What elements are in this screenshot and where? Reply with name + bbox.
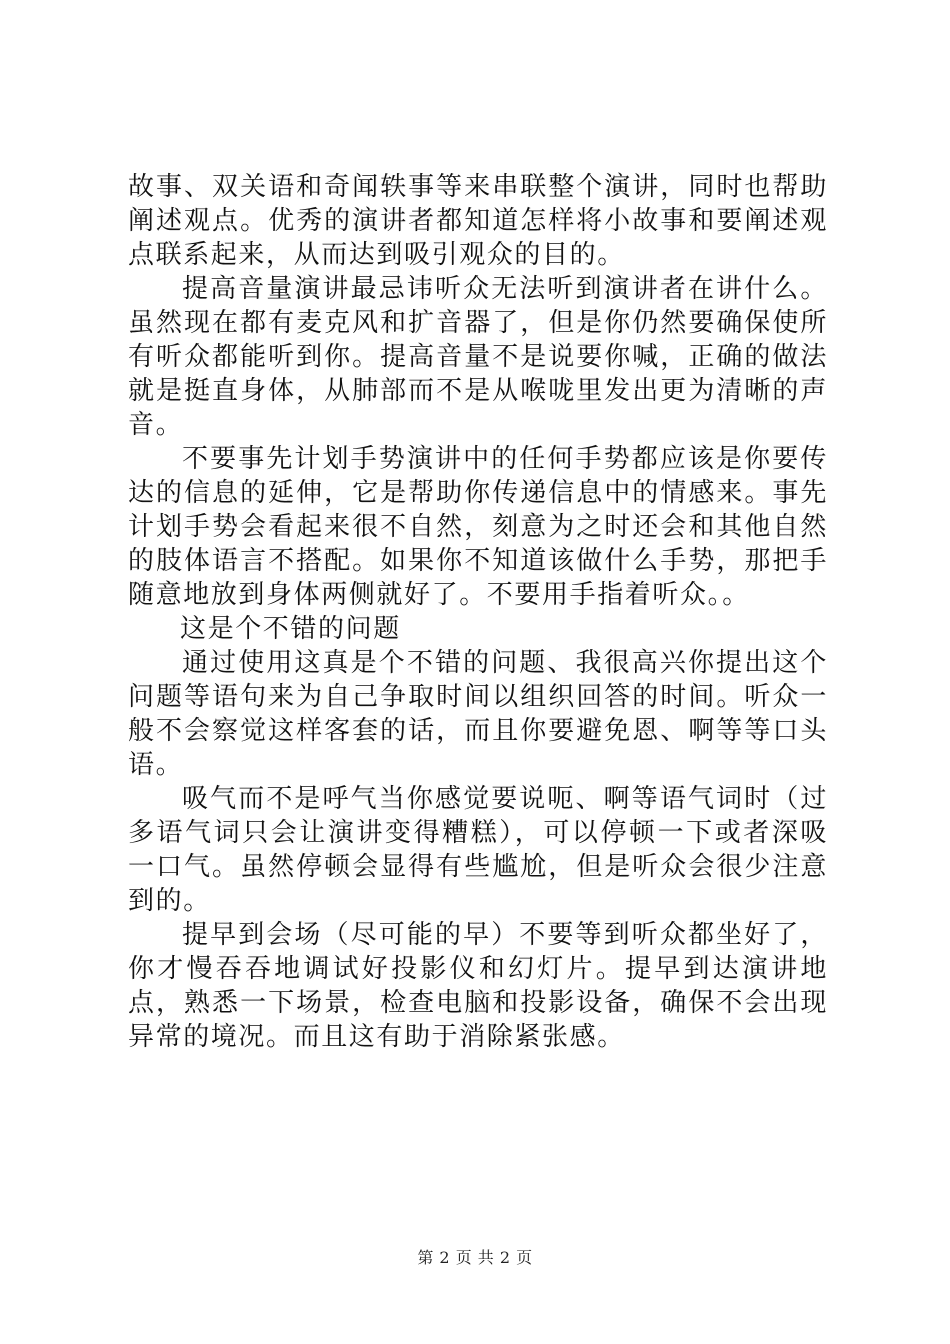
paragraph-5: 吸气而不是呼气当你感觉要说呃、啊等语气词时（过多语气词只会让演讲变得糟糕），可以停顿一下或者深吸一口气。虽然停顿会显得有些尴尬，但是听众会很少注意到的。 (128, 784, 828, 916)
paragraph-1: 故事、双关语和奇闻轶事等来串联整个演讲，同时也帮助阐述观点。优秀的演讲者都知道怎样将小故事和要阐述观点联系起来，从而达到吸引观众的目的。 (128, 172, 828, 270)
paragraph-3: 不要事先计划手势演讲中的任何手势都应该是你要传达的信息的延伸，它是帮助你传递信息中的情感来。事先计划手势会看起来很不自然，刻意为之时还会和其他自然的肢体语言不搭配。如果你不知道该做什么手势，那把手随意地放到身体两侧就好了。不要用手指着听众。。 (128, 444, 828, 610)
document-body (128, 170, 828, 1054)
paragraph-heading: 这是个不错的问题 (180, 614, 401, 644)
paragraph-2: 提高音量演讲最忌讳听众无法听到演讲者在讲什么。虽然现在都有麦克风和扩音器了，但是你仍然要确保使所有听众都能听到你。提高音量不是说要你喊，正确的做法就是挺直身体，从肺部而不是从喉咙里发出更为清晰的声音。 (128, 274, 828, 440)
page-number-label: 第 2 页 共 2 页 (417, 1248, 533, 1267)
paragraph-4: 通过使用这真是个不错的问题、我很高兴你提出这个问题等语句来为自己争取时间以组织回答的时间。听众一般不会察觉这样客套的话，而且你要避免恩、啊等等口头语。 (128, 648, 828, 780)
page-footer (0, 1248, 950, 1268)
paragraph-6: 提早到会场（尽可能的早）不要等到听众都坐好了，你才慢吞吞地调试好投影仪和幻灯片。提早到达演讲地点，熟悉一下场景，检查电脑和投影设备，确保不会出现异常的境况。而且这有助于消除紧张感。 (128, 920, 828, 1052)
